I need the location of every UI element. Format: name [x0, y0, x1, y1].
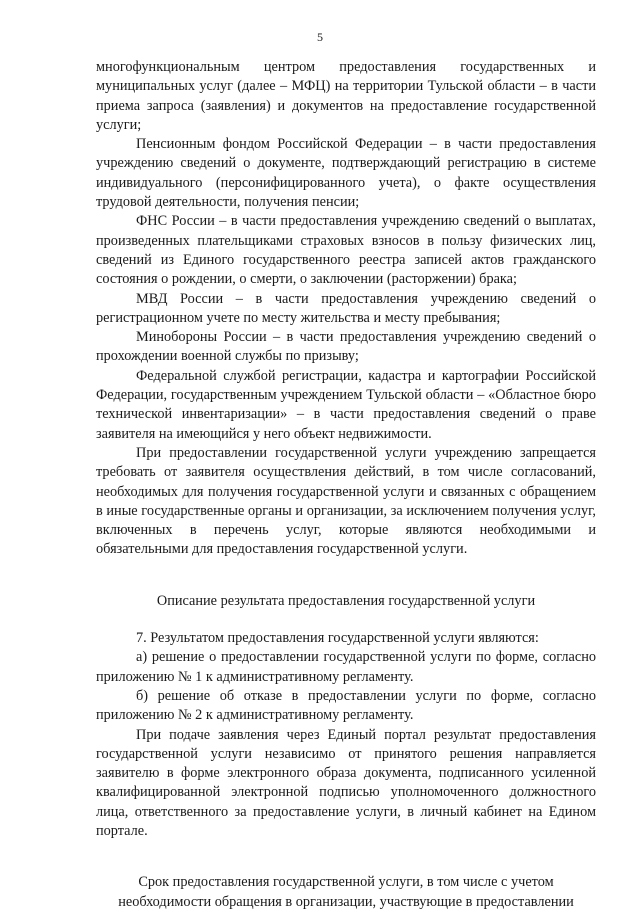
paragraph-minoborony: Минобороны России – в части предоставления учреждению сведений о прохождении военной службы по призыву; [96, 329, 596, 365]
paragraph-fns: ФНС России – в части предоставления учреждению сведений о выплатах, произведенных плательщиками страховых взносов в пользу физических лиц, сведений из Единого государственного реестра записей актов гражданского состояния о рождении, о смерти, о заключении (расторжении) брака; [96, 213, 596, 288]
paragraph-rosreestr: Федеральной службой регистрации, кадастра и картографии Российской Федерации, государственным учреждением Тульской области – «Областное бюро технической инвентаризации» – в части предоставления сведений о праве заявителя на имеющийся у него объект недвижимости. [96, 367, 596, 442]
paragraph-portal: При подаче заявления через Единый портал результат предоставления государственной услуги независимо от принятого решения направляется заявителю в форме электронного образа документа, подписанного усиленной квалифицированной электронной подписью уполномоченного должностного лица, ответственного за предоставление услуги, в личный кабинет на Едином портале. [96, 726, 596, 839]
paragraph-result-intro: 7. Результатом предоставления государственной услуги являются: [136, 630, 539, 647]
paragraph-mvd: МВД России – в части предоставления учреждению сведений о регистрационном учете по месту жительства и месту пребывания; [96, 290, 596, 326]
paragraph-result-a: а) решение о предоставлении государственной услуги по форме, согласно приложению № 1 к административному регламенту. [96, 649, 596, 685]
paragraph-mfc: многофункциональным центром предоставления государственных и муниципальных услуг (далее – МФЦ) на территории Тульской области – в части приема запроса (заявления) и документов на предоставление государственной услуги; [96, 59, 596, 133]
page-number: 5 [317, 30, 323, 44]
paragraph-result-b: б) решение об отказе в предоставлении услуги по форме, согласно приложению № 2 к административному регламенту. [96, 687, 596, 724]
bottom-heading-line-2: необходимости обращения в организации, участвующие в предоставлении [118, 893, 574, 910]
paragraph-prohibition: При предоставлении государственной услуги учреждению запрещается требовать от заявителя осуществления действий, в том числе согласований, необходимых для получения государственной услуги и связанных с обращением в иные государственные органы и организации, за исключением получения услуг, включенных в перечень услуг, которые являются необходимыми и обязательными для предоставления государственной услуги. [96, 444, 596, 558]
paragraph-pension-fund: Пенсионным фондом Российской Федерации – в части предоставления учреждению сведений о документе, подтверждающий регистрацию в системе индивидуального (персонифицированного учета), о факте осуществления трудовой деятельности, получения пенсии; [96, 136, 596, 211]
document-body [96, 58, 596, 912]
bottom-heading-line-1: Срок предоставления государственной услуги, в том числе с учетом [138, 874, 554, 891]
section-heading: Описание результата предоставления государственной услуги [156, 592, 536, 609]
